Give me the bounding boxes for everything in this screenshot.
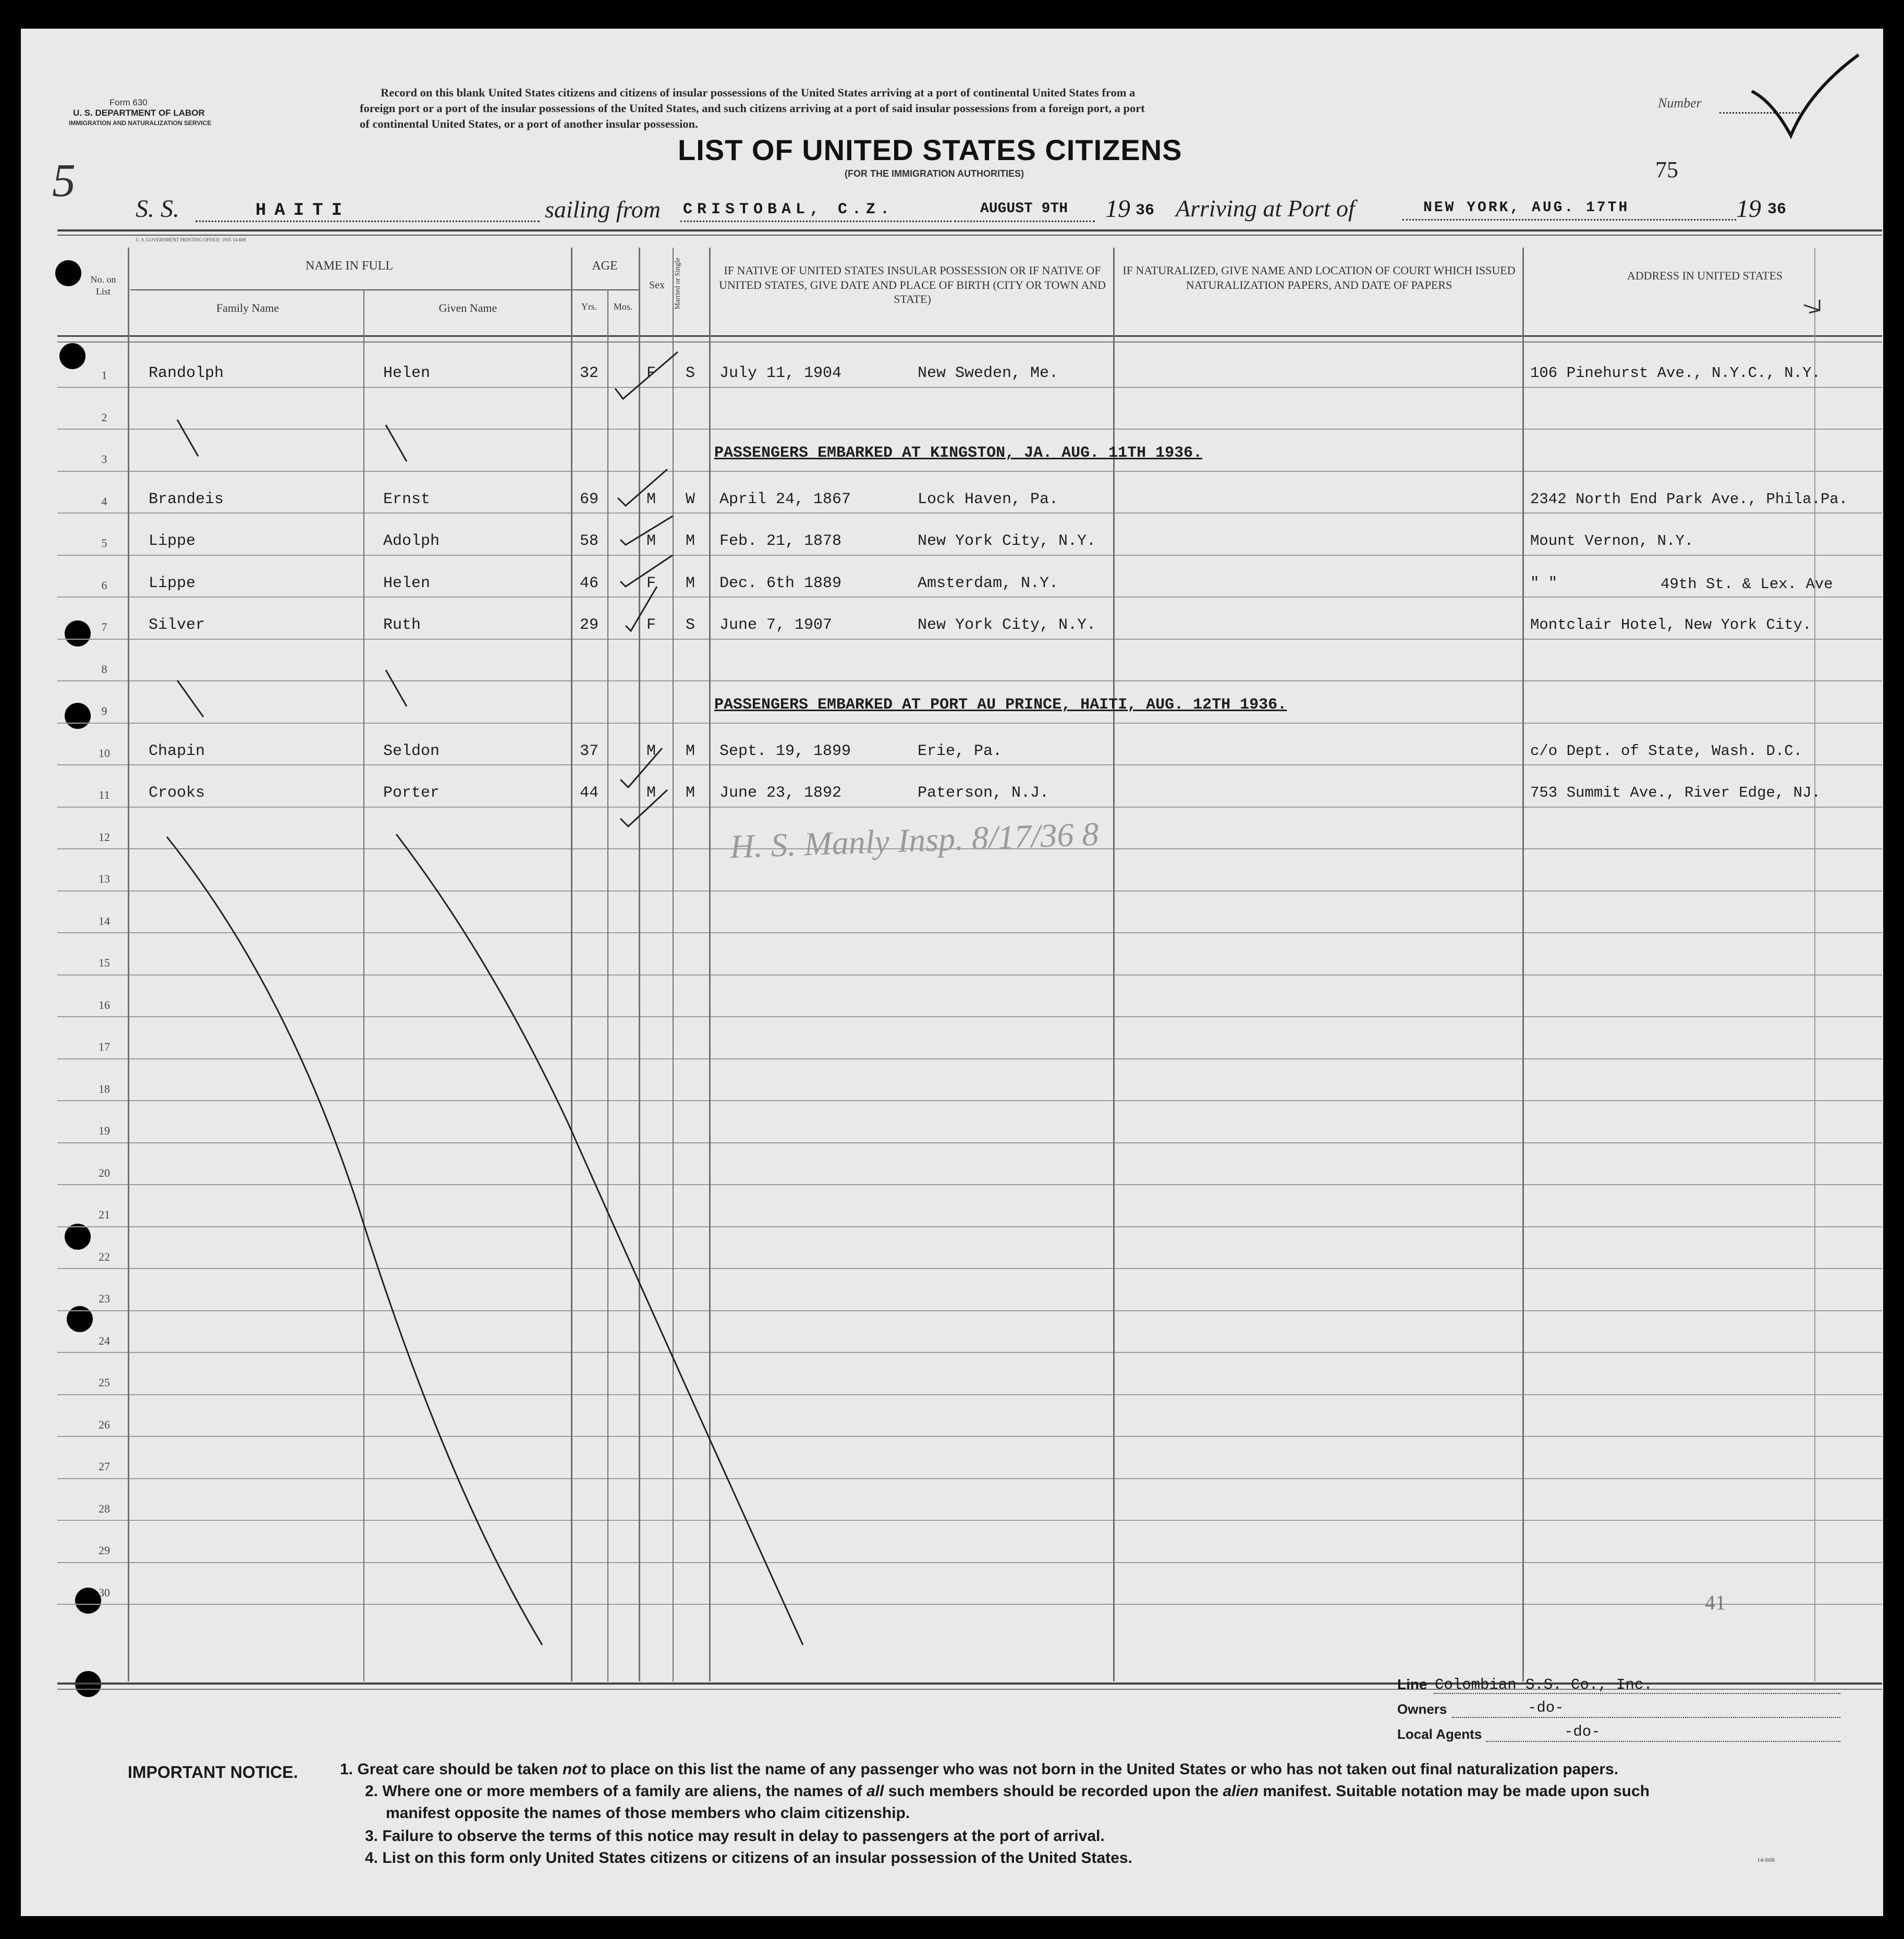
cancel-lines-icon [21, 29, 1883, 1916]
printing-note: U. S. GOVERNMENT PRINTING OFFICE: 1935 14-608 [136, 237, 246, 242]
page-number: 75 [1655, 157, 1678, 182]
arriving-year: 36 [1767, 201, 1787, 218]
service: IMMIGRATION AND NATURALIZATION SERVICE [69, 119, 212, 127]
footer-code: 14-608 [1757, 1856, 1775, 1863]
line-value: Colombian S.S. Co., Inc. [1435, 1676, 1653, 1693]
row-number: 2 [101, 410, 107, 424]
cell-given: Helen [383, 364, 431, 382]
cell-birth-place: Amsterdam, N.Y. [918, 574, 1059, 592]
row-number: 1 [101, 369, 107, 382]
row-number: 24 [99, 1334, 110, 1347]
instructions-line-1: Record on this blank United States citizens and citizens of insular possessions of the United States arriving at a port of continental United States from a [381, 86, 1136, 99]
cell-yrs: 32 [580, 364, 599, 382]
manifest-sheet [21, 29, 1883, 1916]
cell-family: Lippe [149, 574, 196, 592]
row-number: 7 [101, 620, 107, 633]
cell-address-continuation: 49th St. & Lex. Ave [1661, 575, 1833, 593]
owners-value: -do- [1528, 1699, 1564, 1716]
cell-family: Chapin [149, 742, 205, 760]
notice-item-2-text-2: such members should be recorded upon the [884, 1783, 1223, 1800]
row-number: 26 [99, 1418, 110, 1431]
cell-given: Adolph [383, 532, 440, 550]
notice-item-1 [340, 1761, 1618, 1778]
sailing-date: AUGUST 9TH [980, 201, 1068, 217]
row-number: 10 [99, 746, 110, 760]
row-number: 30 [99, 1586, 110, 1599]
cell-sex: F [646, 616, 656, 634]
cell-given: Seldon [383, 742, 440, 760]
cell-birth-place: Lock Haven, Pa. [918, 490, 1059, 508]
cell-ms: S [686, 616, 695, 634]
cell-family: Randolph [149, 364, 224, 382]
row-number: 19 [99, 1124, 110, 1137]
cell-address: 106 Pinehurst Ave., N.Y.C., N.Y. [1530, 364, 1821, 382]
cell-address: c/o Dept. of State, Wash. D.C. [1530, 742, 1803, 760]
cell-given: Porter [383, 784, 440, 802]
ship-name: HAITI [255, 201, 351, 221]
page-subtitle: (FOR THE IMMIGRATION AUTHORITIES) [845, 168, 1024, 179]
row-number: 18 [99, 1082, 110, 1095]
arriving-label: Arriving at Port of [1176, 195, 1355, 222]
row-number: 25 [99, 1376, 110, 1389]
sailing-year: 36 [1136, 202, 1155, 219]
cell-birth-place: New York City, N.Y. [918, 616, 1096, 634]
notice-item-1-text: 1. Great care should be taken [340, 1761, 563, 1778]
row-number: 11 [99, 788, 110, 801]
cell-sex: M [646, 742, 656, 760]
cell-family: Brandeis [149, 490, 224, 508]
line-label: Line [1397, 1676, 1427, 1692]
cell-ms: M [686, 784, 695, 802]
row-number: 28 [99, 1502, 110, 1515]
col-header-mos: Mos. [613, 301, 633, 312]
cell-birth-place: Paterson, N.J. [918, 784, 1049, 802]
notice-item-1-text-2: to place on this list the name of any passenger who was not born in the United States or who has not taken out final naturalization papers. [587, 1761, 1619, 1778]
cell-family: Lippe [149, 532, 196, 550]
owners-field-line [1452, 1717, 1840, 1718]
col-header-yrs: Yrs. [581, 301, 597, 312]
notice-item-2-emphasis-2: alien [1223, 1783, 1259, 1800]
col-header-sex: Sex [649, 279, 665, 291]
row-number: 12 [99, 830, 110, 844]
arriving-year-prefix: 19 [1736, 195, 1761, 223]
cell-birth-date: Sept. 19, 1899 [719, 742, 851, 760]
cell-ms: S [686, 364, 695, 382]
row-number: 17 [99, 1040, 110, 1053]
col-header-native: IF NATIVE OF UNITED STATES INSULAR POSSESSION OR IF NATIVE OF UNITED STATES, GIVE DATE AND PLACE OF BIRTH (CITY OR TOWN AND STATE) [718, 264, 1106, 306]
cell-given: Helen [383, 574, 431, 592]
row-number: 27 [99, 1460, 110, 1473]
arriving-port: NEW YORK, AUG. 17TH [1423, 200, 1630, 216]
row-number: 8 [101, 662, 107, 676]
cell-birth-date: Feb. 21, 1878 [719, 532, 842, 550]
col-header-address: ADDRESS IN UNITED STATES [1627, 269, 1783, 282]
cell-yrs: 69 [580, 490, 599, 508]
cell-sex: F [646, 574, 656, 592]
cell-given: Ruth [383, 616, 421, 634]
cell-yrs: 58 [580, 532, 599, 550]
department: U. S. DEPARTMENT OF LABOR [73, 108, 205, 118]
stamp-number: 41 [1705, 1591, 1726, 1614]
cell-birth-date: April 24, 1867 [719, 490, 851, 508]
instructions-line-2: foreign port or a port of the insular possessions of the United States, and such citizens arriving at a port of said insular possessions from a foreign port, a port [360, 102, 1145, 115]
agents-label: Local Agents [1397, 1726, 1482, 1742]
notice-item-3: 3. Failure to observe the terms of this notice may result in delay to passengers at the port of arrival. [365, 1827, 1105, 1845]
cell-ms: M [686, 532, 695, 550]
cell-address: 753 Summit Ave., River Edge, NJ. [1530, 784, 1821, 801]
number-label: Number [1658, 95, 1702, 111]
col-header-no: No. on List [90, 274, 116, 297]
row-number: 20 [99, 1166, 110, 1179]
instructions-line-3: of continental United States, or a port of another insular possession. [360, 117, 698, 130]
notice-item-2 [365, 1783, 1650, 1800]
row-number: 23 [99, 1292, 110, 1305]
cell-birth-place: Erie, Pa. [918, 742, 1003, 760]
sailing-from: CRISTOBAL, C.Z. [683, 201, 895, 218]
cell-yrs: 29 [580, 616, 599, 634]
section-heading: PASSENGERS EMBARKED AT PORT AU PRINCE, HAITI, AUG. 12TH 1936. [714, 696, 1287, 714]
row-number: 9 [101, 704, 107, 717]
row-number: 13 [99, 872, 110, 885]
row-number: 14 [99, 914, 110, 928]
owners-label: Owners [1397, 1701, 1447, 1717]
section-heading: PASSENGERS EMBARKED AT KINGSTON, JA. AUG. 11TH 1936. [714, 444, 1203, 462]
row-number: 3 [101, 453, 107, 466]
handwritten-inspector-note: H. S. Manly Insp. 8/17/36 8 [729, 815, 1100, 865]
row-number: 16 [99, 998, 110, 1011]
notice-item-2-text: 2. Where one or more members of a family are aliens, the names of [365, 1783, 866, 1800]
cell-birth-date: July 11, 1904 [719, 364, 842, 382]
col-header-naturalized: IF NATURALIZED, GIVE NAME AND LOCATION OF COURT WHICH ISSUED NATURALIZATION PAPERS, AND DATE OF PAPERS [1122, 264, 1516, 291]
cell-family: Crooks [149, 784, 205, 802]
row-number: 6 [101, 578, 107, 592]
notice-item-2-emphasis: all [866, 1783, 884, 1800]
row-number: 22 [99, 1250, 110, 1263]
cell-ms: W [686, 490, 695, 508]
cell-yrs: 44 [580, 784, 599, 802]
row-number: 15 [99, 956, 110, 969]
col-header-age: AGE [592, 259, 618, 273]
col-header-married: Married or Single [674, 257, 682, 310]
cell-ms: M [686, 574, 695, 592]
cell-birth-date: June 7, 1907 [719, 616, 833, 634]
cell-ms: M [686, 742, 695, 760]
col-header-given: Given Name [438, 301, 497, 314]
notice-item-4: 4. List on this form only United States citizens or citizens of an insular possession of the United States. [365, 1849, 1132, 1867]
cell-sex: M [646, 784, 656, 802]
cell-family: Silver [149, 616, 205, 634]
cell-given: Ernst [383, 490, 431, 508]
col-header-name-in-full: NAME IN FULL [306, 259, 393, 273]
cell-address: Montclair Hotel, New York City. [1530, 616, 1812, 633]
sailing-from-label: sailing from [545, 196, 661, 223]
cell-yrs: 37 [580, 742, 599, 760]
form-number: Form 630 [109, 97, 148, 107]
cell-sex: M [646, 490, 656, 508]
ss-label: S. S. [136, 195, 179, 223]
cell-sex: F [646, 364, 656, 382]
notice-item-2-cont: manifest opposite the names of those members who claim citizenship. [386, 1804, 910, 1822]
row-number: 21 [99, 1208, 110, 1221]
cell-yrs: 46 [580, 574, 599, 592]
sailing-year-prefix: 19 [1105, 195, 1130, 223]
row-number: 4 [101, 494, 107, 508]
cell-birth-date: June 23, 1892 [719, 784, 842, 802]
col-header-family: Family Name [216, 301, 279, 314]
agents-value: -do- [1564, 1723, 1601, 1740]
cell-address: " " [1530, 574, 1558, 592]
row-number: 5 [101, 536, 107, 550]
cell-birth-place: New York City, N.Y. [918, 532, 1096, 550]
cell-address: Mount Vernon, N.Y. [1530, 532, 1694, 550]
left-margin-mark: 5 [52, 155, 76, 206]
cell-birth-date: Dec. 6th 1889 [719, 574, 842, 592]
row-number: 29 [99, 1544, 110, 1557]
page-title: LIST OF UNITED STATES CITIZENS [678, 133, 1182, 166]
cell-address: 2342 North End Park Ave., Phila.Pa. [1530, 490, 1848, 508]
notice-heading: IMPORTANT NOTICE. [128, 1763, 298, 1782]
notice-item-2-text-3: manifest. Suitable notation may be made upon such [1258, 1783, 1650, 1800]
agents-field-line [1486, 1741, 1840, 1742]
cell-birth-place: New Sweden, Me. [918, 364, 1059, 382]
cell-sex: M [646, 532, 656, 550]
notice-item-1-emphasis: not [562, 1761, 587, 1778]
